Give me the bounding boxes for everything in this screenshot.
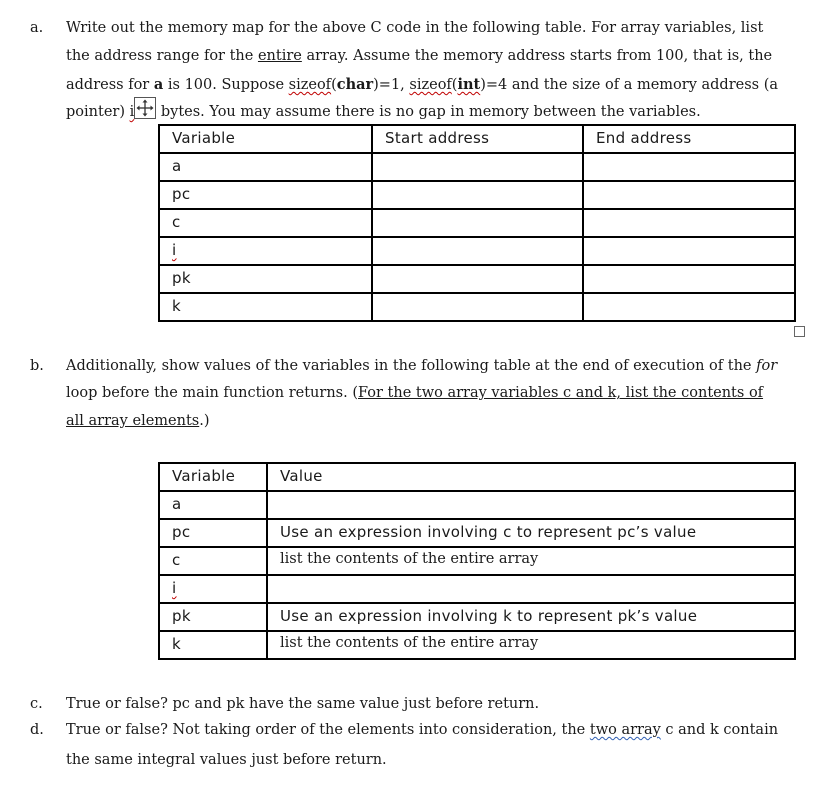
- table-row: [159, 153, 795, 181]
- start-address-cell[interactable]: [372, 153, 583, 181]
- table-header-row: [159, 463, 795, 491]
- move-handle-icon[interactable]: [134, 97, 156, 119]
- table-row: [159, 575, 795, 603]
- end-address-cell[interactable]: [583, 181, 795, 209]
- part-a-line-1: Write out the memory map for the above C code in the following table. For array variables, list: [66, 20, 764, 36]
- variable-cell: a: [159, 153, 372, 181]
- part-b-marker: b.: [30, 358, 44, 374]
- table-row: [159, 491, 795, 519]
- resize-handle-icon[interactable]: [794, 326, 805, 337]
- value-cell[interactable]: Use an expression involving k to represent pk’s value: [267, 603, 795, 631]
- start-address-cell[interactable]: [372, 181, 583, 209]
- part-a-line-3: address for a is 100. Suppose sizeof(char)=1, sizeof(int)=4 and the size of a memory address (a: [66, 76, 779, 93]
- part-a-marker: a.: [30, 20, 44, 36]
- variable-cell: k: [159, 631, 267, 659]
- end-address-cell[interactable]: [583, 153, 795, 181]
- table-row: [159, 209, 795, 237]
- table-row: [159, 237, 795, 265]
- variable-cell: a: [159, 491, 267, 519]
- table-row: [159, 293, 795, 321]
- header-cell: Value: [267, 463, 795, 491]
- part-c-text: True or false? pc and pk have the same value just before return.: [66, 696, 540, 712]
- variable-cell: pk: [159, 603, 267, 631]
- part-d-line-1: True or false? Not taking order of the elements into consideration, the two array c and k contain: [66, 722, 779, 738]
- memory-map-table: [158, 124, 796, 322]
- table-row: [159, 265, 795, 293]
- end-address-cell[interactable]: [583, 265, 795, 293]
- part-d-marker: d.: [30, 722, 44, 738]
- part-b-line-3: all array elements.): [66, 413, 210, 429]
- start-address-cell[interactable]: [372, 209, 583, 237]
- end-address-cell[interactable]: [583, 209, 795, 237]
- part-d-line-2: the same integral values just before return.: [66, 752, 387, 768]
- value-cell[interactable]: [267, 575, 795, 603]
- table-header-row: [159, 125, 795, 153]
- start-address-cell[interactable]: [372, 265, 583, 293]
- start-address-cell[interactable]: [372, 237, 583, 265]
- header-cell: Variable: [159, 125, 372, 153]
- part-b-line-2: loop before the main function returns. (For the two array variables c and k, list the contents of: [66, 385, 764, 401]
- part-c-marker: c.: [30, 696, 43, 712]
- part-b-line-1: Additionally, show values of the variables in the following table at the end of execution of the for: [66, 358, 778, 374]
- variable-cell: pk: [159, 265, 372, 293]
- variable-cell: pc: [159, 181, 372, 209]
- table-row: [159, 603, 795, 631]
- variable-cell: pc: [159, 519, 267, 547]
- header-cell: End address: [583, 125, 795, 153]
- header-cell: Variable: [159, 463, 267, 491]
- value-cell[interactable]: list the contents of the entire array: [267, 631, 795, 659]
- part-a-line-4: pointer) i bytes. You may assume there is no gap in memory between the variables.: [66, 104, 701, 120]
- variable-cell: i: [159, 575, 267, 603]
- header-cell: Start address: [372, 125, 583, 153]
- table-row: [159, 631, 795, 659]
- end-address-cell[interactable]: [583, 237, 795, 265]
- variable-cell: k: [159, 293, 372, 321]
- table-row: [159, 181, 795, 209]
- table-row: [159, 547, 795, 575]
- part-a-line-2: the address range for the entire array. Assume the memory address starts from 100, that is, the: [66, 48, 773, 64]
- start-address-cell[interactable]: [372, 293, 583, 321]
- variable-values-table: [158, 462, 796, 660]
- value-cell[interactable]: [267, 491, 795, 519]
- table-row: [159, 519, 795, 547]
- variable-cell: c: [159, 209, 372, 237]
- variable-cell: c: [159, 547, 267, 575]
- end-address-cell[interactable]: [583, 293, 795, 321]
- value-cell[interactable]: Use an expression involving c to represent pc’s value: [267, 519, 795, 547]
- variable-cell: i: [159, 237, 372, 265]
- value-cell[interactable]: list the contents of the entire array: [267, 547, 795, 575]
